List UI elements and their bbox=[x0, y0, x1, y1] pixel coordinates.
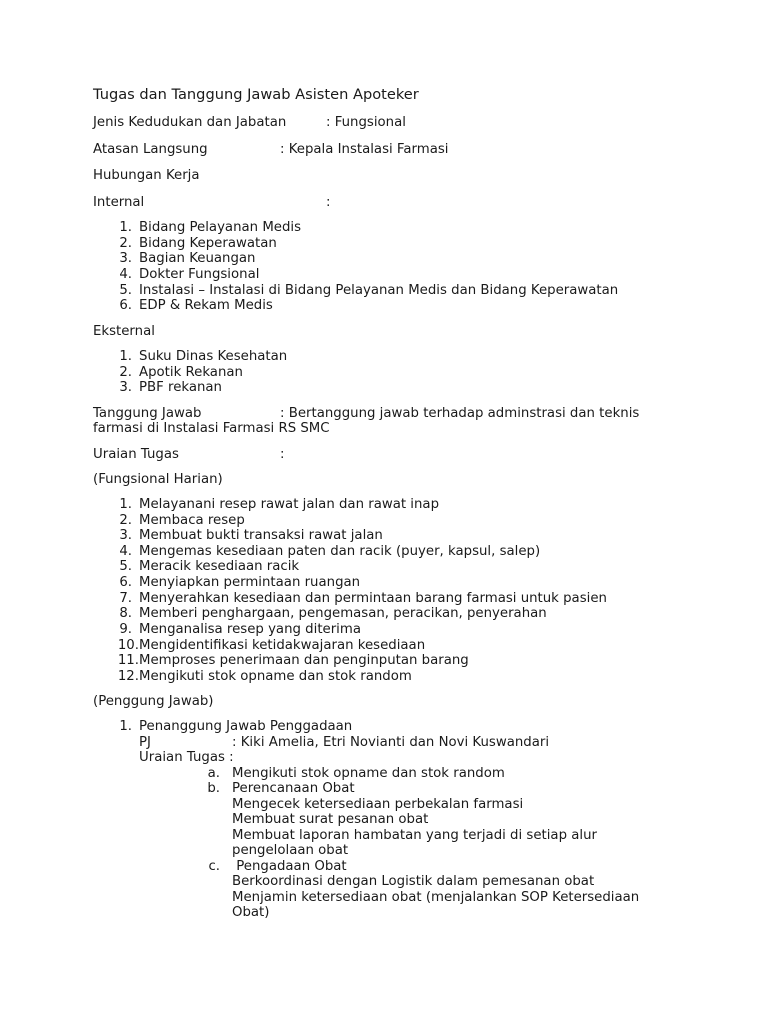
list-number: 4. bbox=[119, 544, 132, 559]
list-item: Melayanani resep rawat jalan dan rawat inap bbox=[139, 497, 440, 512]
list-number: 2. bbox=[119, 513, 132, 528]
internal-label: Internal bbox=[93, 195, 145, 210]
list-number: 1. bbox=[119, 719, 132, 734]
list-item: Suku Dinas Kesehatan bbox=[139, 349, 288, 364]
list-number: 1. bbox=[119, 220, 132, 235]
sub-line: Berkoordinasi dengan Logistik dalam pemesanan obat bbox=[232, 874, 595, 889]
sub-line: pengelolaan obat bbox=[232, 843, 349, 858]
list-item: Bagian Keuangan bbox=[139, 251, 256, 266]
list-item: Mengidentifikasi ketidakwajaran kesediaan bbox=[139, 638, 426, 653]
list-item: PBF rekanan bbox=[139, 380, 222, 395]
eksternal-label: Eksternal bbox=[93, 324, 155, 339]
list-item: Bidang Keperawatan bbox=[139, 236, 277, 251]
internal-colon: : bbox=[326, 195, 331, 210]
list-item: Menyerahkan kesediaan dan permintaan barang farmasi untuk pasien bbox=[139, 591, 607, 606]
list-item: Bidang Pelayanan Medis bbox=[139, 220, 302, 235]
penggung-item-title: Penanggung Jawab Penggadaan bbox=[139, 719, 353, 734]
sub-line: Obat) bbox=[232, 905, 270, 920]
list-item: Menganalisa resep yang diterima bbox=[139, 622, 361, 637]
sub-letter: c. bbox=[208, 859, 220, 874]
sub-title: Pengadaan Obat bbox=[232, 859, 347, 874]
list-number: 1. bbox=[119, 497, 132, 512]
list-item: Membaca resep bbox=[139, 513, 245, 528]
atasan-label: Atasan Langsung bbox=[93, 142, 208, 157]
hubungan-label: Hubungan Kerja bbox=[93, 168, 200, 183]
tanggung-label: Tanggung Jawab bbox=[93, 406, 202, 421]
penggung-heading: (Penggung Jawab) bbox=[93, 694, 214, 709]
list-number: 5. bbox=[119, 559, 132, 574]
list-item: Memproses penerimaan dan penginputan barang bbox=[139, 653, 469, 668]
uraian-colon: : bbox=[280, 447, 285, 462]
list-number: 3. bbox=[119, 528, 132, 543]
harian-heading: (Fungsional Harian) bbox=[93, 472, 223, 487]
sub-letter: b. bbox=[207, 781, 220, 796]
list-item: Dokter Fungsional bbox=[139, 267, 260, 282]
sub-line: Mengecek ketersediaan perbekalan farmasi bbox=[232, 797, 524, 812]
list-number: 12. bbox=[117, 669, 139, 684]
list-number: 11. bbox=[117, 653, 139, 668]
list-item: Memberi penghargaan, pengemasan, peracikan, penyerahan bbox=[139, 606, 547, 621]
list-number: 1. bbox=[119, 349, 132, 364]
list-item: Meracik kesediaan racik bbox=[139, 559, 300, 574]
pj-value: : Kiki Amelia, Etri Novianti dan Novi Kuswandari bbox=[232, 735, 550, 750]
tanggung-value-line2: farmasi di Instalasi Farmasi RS SMC bbox=[93, 421, 330, 436]
sub-title: Mengikuti stok opname dan stok random bbox=[232, 766, 505, 781]
sub-line: Menjamin ketersediaan obat (menjalankan SOP Ketersediaan bbox=[232, 890, 640, 905]
sub-letter: a. bbox=[207, 766, 220, 781]
sub-title: Perencanaan Obat bbox=[232, 781, 355, 796]
sub-line: Membuat laporan hambatan yang terjadi di setiap alur bbox=[232, 828, 597, 843]
penggung-uraian-label: Uraian Tugas : bbox=[139, 750, 234, 765]
list-number: 10. bbox=[117, 638, 139, 653]
list-number: 2. bbox=[119, 236, 132, 251]
jenis-value: : Fungsional bbox=[326, 115, 406, 130]
list-number: 5. bbox=[119, 283, 132, 298]
list-number: 4. bbox=[119, 267, 132, 282]
list-item: Apotik Rekanan bbox=[139, 365, 243, 380]
list-item: Instalasi – Instalasi di Bidang Pelayanan Medis dan Bidang Keperawatan bbox=[139, 283, 619, 298]
list-number: 2. bbox=[119, 365, 132, 380]
list-item: EDP & Rekam Medis bbox=[139, 298, 273, 313]
tanggung-value-line1: : Bertanggung jawab terhadap adminstrasi dan teknis bbox=[280, 406, 640, 421]
list-item: Menyiapkan permintaan ruangan bbox=[139, 575, 361, 590]
list-number: 3. bbox=[119, 251, 132, 266]
atasan-value: : Kepala Instalasi Farmasi bbox=[280, 142, 449, 157]
list-number: 9. bbox=[119, 622, 132, 637]
list-number: 6. bbox=[119, 575, 132, 590]
list-item: Membuat bukti transaksi rawat jalan bbox=[139, 528, 383, 543]
uraian-label: Uraian Tugas bbox=[93, 447, 179, 462]
document-title: Tugas dan Tanggung Jawab Asisten Apoteker bbox=[93, 86, 419, 103]
jenis-label: Jenis Kedudukan dan Jabatan bbox=[93, 115, 287, 130]
list-number: 3. bbox=[119, 380, 132, 395]
list-number: 8. bbox=[119, 606, 132, 621]
list-number: 7. bbox=[119, 591, 132, 606]
list-item: Mengemas kesediaan paten dan racik (puyer, kapsul, salep) bbox=[139, 544, 541, 559]
list-item: Mengikuti stok opname dan stok random bbox=[139, 669, 412, 684]
sub-line: Membuat surat pesanan obat bbox=[232, 812, 429, 827]
list-number: 6. bbox=[119, 298, 132, 313]
pj-label: PJ bbox=[139, 735, 151, 750]
